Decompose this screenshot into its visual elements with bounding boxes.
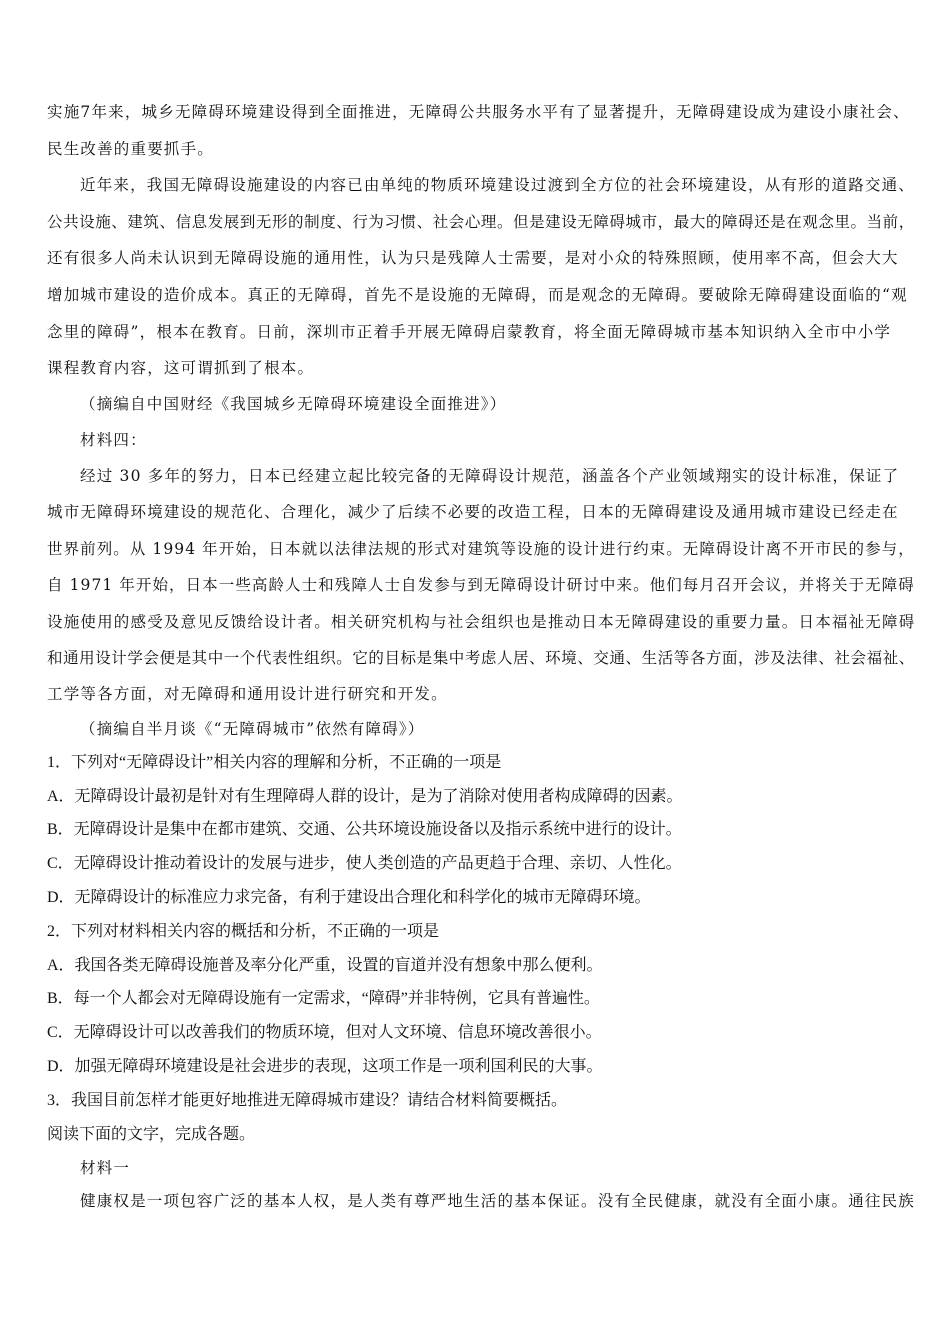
paragraph-line: 实施7年来，城乡无障碍环境建设得到全面推进，无障碍公共服务水平有了显著提升，无障碍建设成为建设小康社会、: [47, 103, 910, 121]
paragraph-line: 还有很多人尚未认识到无障碍设施的通用性，认为只是残障人士需要，是对小众的特殊照顾，使用率不高，但会大大: [47, 249, 899, 267]
paragraph-line: 近年来，我国无障碍设施建设的内容已由单纯的物质环境建设过渡到全方位的社会环境建设，从有形的道路交通、: [80, 176, 916, 194]
paragraph-line: 设施使用的感受及意见反馈给设计者。相关研究机构与社会组织也是推动日本无障碍建设的重要力量。日本福祉无障碍: [47, 613, 916, 631]
paragraph-line: 和通用设计学会便是其中一个代表性组织。它的目标是集中考虑人居、环境、交通、生活等各方面，涉及法律、社会福祉、: [47, 649, 915, 667]
option-d: D．加强无障碍环境建设是社会进步的表现，这项工作是一项利国利民的大事。: [47, 1058, 603, 1075]
option-a: A．我国各类无障碍设施普及率分化严重，设置的盲道并没有想象中那么便利。: [47, 957, 603, 974]
paragraph-line: 增加城市建设的造价成本。真正的无障碍，首先不是设施的无障碍，而是观念的无障碍。要破除无障碍建设面临的“观: [47, 286, 908, 304]
paragraph-line: 念里的障碍”，根本在教育。日前，深圳市正着手开展无障碍启蒙教育，将全面无障碍城市基本知识纳入全市中小学: [47, 323, 892, 341]
source-citation: （摘编自中国财经《我国城乡无障碍环境建设全面推进》）: [80, 395, 507, 413]
option-a: A．无障碍设计最初是针对有生理障碍人群的设计，是为了消除对使用者构成障碍的因素。: [47, 788, 683, 805]
question-3: 3．我国目前怎样才能更好地推进无障碍城市建设？请结合材料简要概括。: [47, 1092, 568, 1109]
paragraph-line: 民生改善的重要抓手。: [47, 140, 215, 158]
paragraph-line: 城市无障碍环境建设的规范化、合理化，减少了后续不必要的改造工程，日本的无障碍建设及通用城市建设已经走在: [47, 503, 899, 521]
question-2: 2．下列对材料相关内容的概括和分析，不正确的一项是: [47, 923, 440, 940]
option-c: C．无障碍设计推动着设计的发展与进步，使人类创造的产品更趋于合理、亲切、人性化。: [47, 855, 682, 872]
option-d: D．无障碍设计的标准应力求完备，有利于建设出合理化和科学化的城市无障碍环境。: [47, 889, 651, 906]
paragraph-line: 经过 30 多年的努力，日本已经建立起比较完备的无障碍设计规范，涵盖各个产业领域翔实的设计标准，保证了: [80, 467, 900, 485]
section-instruction: 阅读下面的文字，完成各题。: [47, 1126, 256, 1143]
paragraph-line: 公共设施、建筑、信息发展到无形的制度、行为习惯、社会心理。但是建设无障碍城市，最大的障碍还是在观念里。当前，: [47, 213, 915, 231]
material-heading: 材料四：: [80, 431, 147, 449]
option-b: B．无障碍设计是集中在都市建筑、交通、公共环境设施设备以及指示系统中进行的设计。: [47, 821, 682, 838]
option-c: C．无障碍设计可以改善我们的物质环境，但对人文环境、信息环境改善很小。: [47, 1024, 602, 1041]
paragraph-line: 工学等各方面，对无障碍和通用设计进行研究和开发。: [47, 685, 448, 703]
paragraph-line: 健康权是一项包容广泛的基本人权，是人类有尊严地生活的基本保证。没有全民健康，就没有全面小康。通往民族: [80, 1192, 916, 1210]
paragraph-line: 自 1971 年开始，日本一些高龄人士和残障人士自发参与到无障碍设计研讨中来。他们每月召开会议，并将关于无障碍: [47, 576, 915, 594]
paragraph-line: 世界前列。从 1994 年开始，日本就以法律法规的形式对建筑等设施的设计进行约束。无障碍设计离不开市民的参与，: [47, 540, 915, 558]
paragraph-line: 课程教育内容，这可谓抓到了根本。: [47, 359, 315, 377]
question-1: 1．下列对“无障碍设计”相关内容的理解和分析，不正确的一项是: [47, 754, 502, 771]
option-b: B．每一个人都会对无障碍设施有一定需求，“障碍”并非特例，它具有普遍性。: [47, 990, 600, 1007]
material-heading: 材料一: [80, 1159, 131, 1177]
source-citation: （摘编自半月谈《“无障碍城市”依然有障碍》）: [80, 720, 425, 738]
